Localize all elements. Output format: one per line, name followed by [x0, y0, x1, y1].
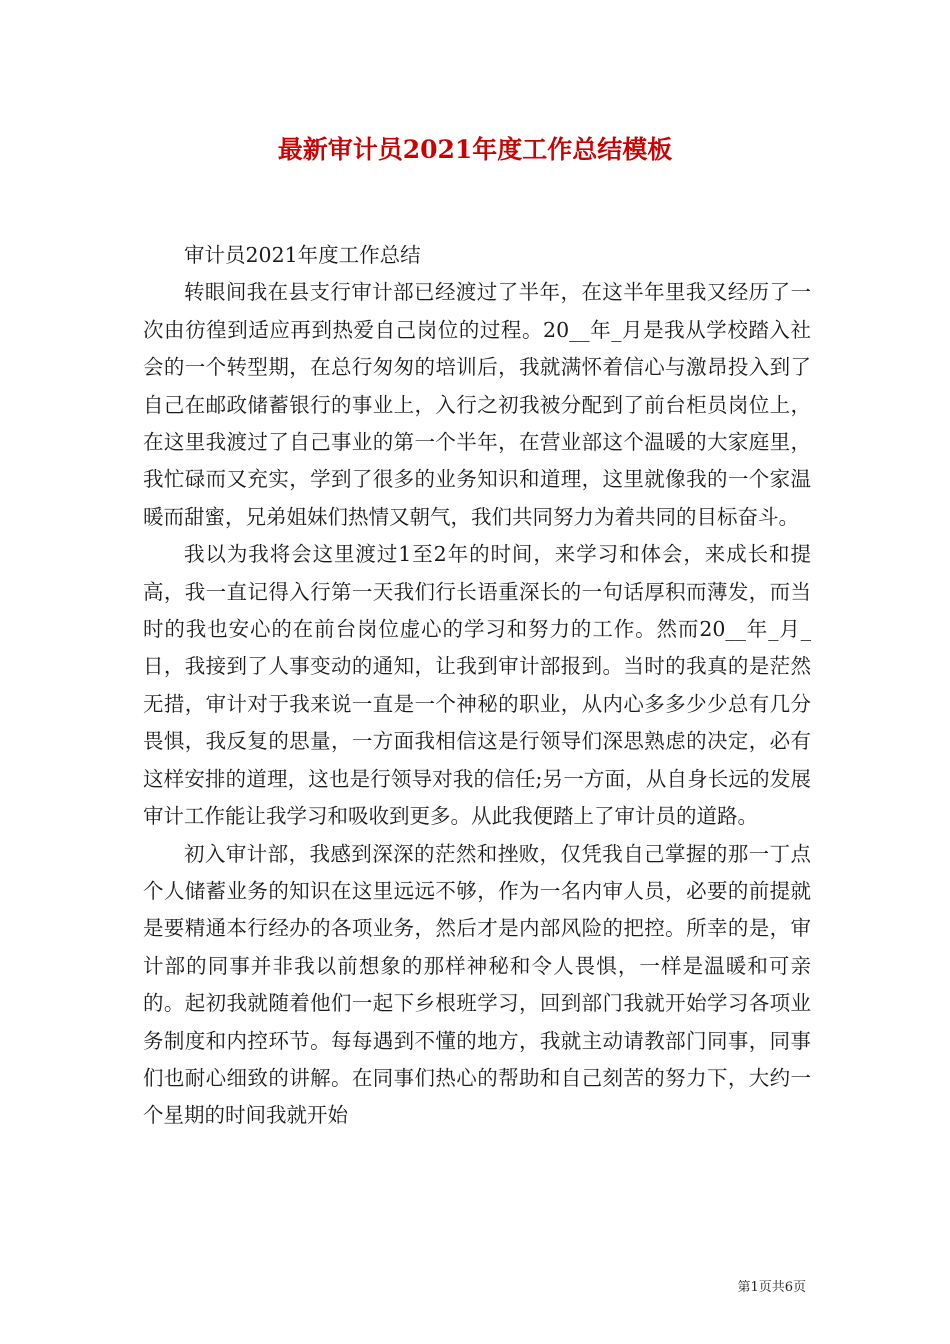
page-number: 第1页共6页 [737, 1280, 806, 1295]
document-title: 最新审计员2021年度工作总结模板 [277, 135, 673, 164]
document-body [143, 237, 811, 1135]
paragraph-3: 初入审计部，我感到深深的茫然和挫败，仅凭我自己掌握的那一丁点个人储蓄业务的知识在这里远远不够，作为一名内审人员，必要的前提就是要精通本行经办的各项业务，然后才是内部风险的把控。所幸的是，审计部的同事并非我以前想象的那样神秘和令人畏惧，一样是温暖和可亲的。起初我就随着他们一起下乡根班学习，回到部门我就开始学习各项业务制度和内控环节。每每遇到不懂的地方，我就主动请教部门同事，同事们也耐心细致的讲解。在同事们热心的帮助和自己刻苦的努力下，大约一个星期的时间我就开始 [143, 841, 811, 1128]
document-subtitle: 审计员2021年度工作总结 [184, 243, 421, 267]
paragraph-1: 转眼间我在县支行审计部已经渡过了半年，在这半年里我又经历了一次由彷徨到适应再到热爱自己岗位的过程。20__年_月是我从学校踏入社会的一个转型期，在总行匆匆的培训后，我就满怀着信心与激昂投入到了自己在邮政储蓄银行的事业上，入行之初我被分配到了前台柜员岗位上，在这里我渡过了自己事业的第一个半年，在营业部这个温暖的大家庭里，我忙碌而又充实，学到了很多的业务知识和道理，这里就像我的一个家温暖而甜蜜，兄弟姐妹们热情又朝气，我们共同努力为着共同的目标奋斗。 [143, 280, 811, 529]
paragraph-2: 我以为我将会这里渡过1至2年的时间，来学习和体会，来成长和提高，我一直记得入行第一天我们行长语重深长的一句话厚积而薄发，而当时的我也安心的在前台岗位虚心的学习和努力的工作。然而20__年_月_日，我接到了人事变动的通知，让我到审计部报到。当时的我真的是茫然无措，审计对于我来说一直是一个神秘的职业，从内心多多少少总有几分畏惧，我反复的思量，一方面我相信这是行领导们深思熟虑的决定，必有这样安排的道理，这也是行领导对我的信任;另一方面，从自身长远的发展审计工作能让我学习和吸收到更多。从此我便踏上了审计员的道路。 [143, 542, 811, 829]
